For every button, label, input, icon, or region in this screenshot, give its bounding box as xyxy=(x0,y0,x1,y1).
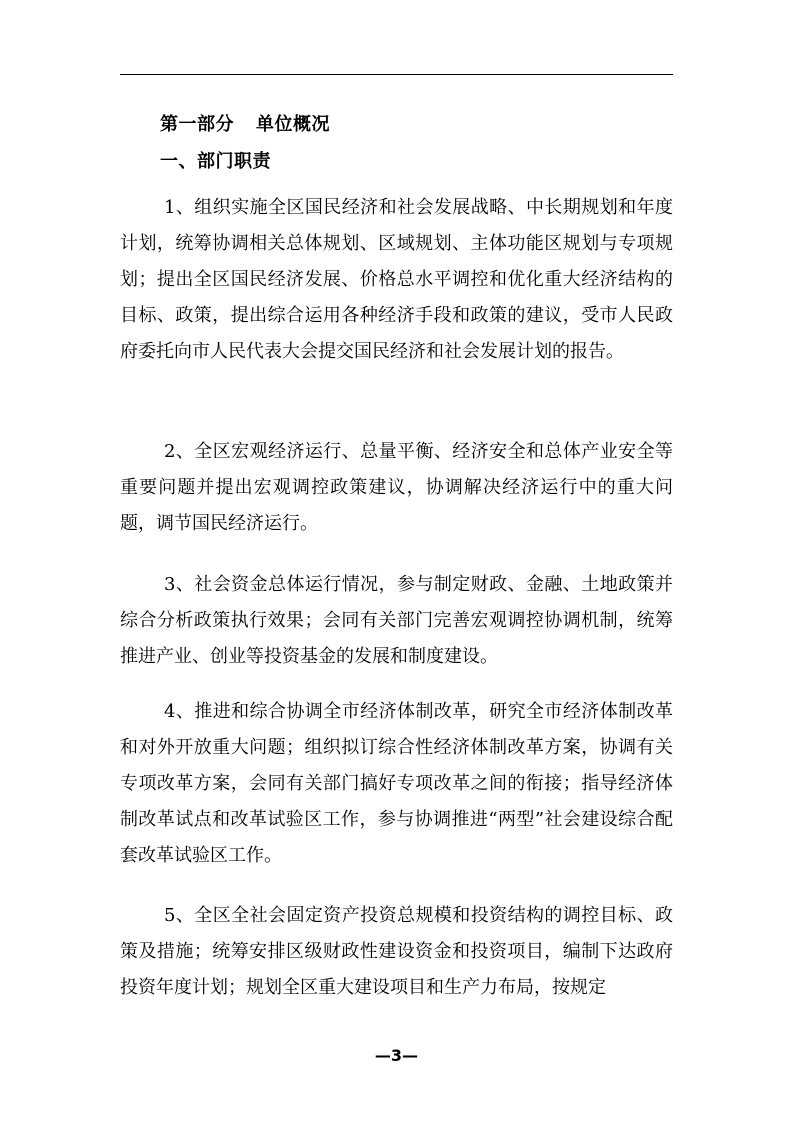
duty-paragraph-4: 4、推进和综合协调全市经济体制改革，研究全市经济体制改革和对外开放重大问题；组织拟订综合性经济体制改革方案，协调有关专项改革方案，会同有关部门搞好专项改革之间的衔接；指导经济体制改革试点和改革试验区工作，参与协调推进“两型”社会建设综合配套改革试验区工作。 xyxy=(120,701,673,866)
duty-paragraph-5: 5、全区全社会固定资产投资总规模和投资结构的调控目标、政策及措施；统筹安排区级财政性建设资金和投资项目，编制下达政府投资年度计划；规划全区重大建设项目和生产力布局，按规定 xyxy=(120,905,673,998)
header-rule xyxy=(120,74,673,75)
duty-paragraph-3: 3、社会资金总体运行情况，参与制定财政、金融、土地政策并综合分析政策执行效果；会同有关部门完善宏观调控协调机制，统筹推进产业、创业等投资基金的发展和制度建设。 xyxy=(120,574,673,667)
part-heading xyxy=(160,116,330,134)
duty-paragraph-1: 1、组织实施全区国民经济和社会发展战略、中长期规划和年度计划，统筹协调相关总体规划、区域规划、主体功能区规划与专项规划；提出全区国民经济发展、价格总水平调控和优化重大经济结构的目标、政策，提出综合运用各种经济手段和政策的建议，受市人民政府委托向市人民代表大会提交国民经济和社会发展计划的报告。 xyxy=(120,197,673,362)
duty-paragraph-2: 2、全区宏观经济运行、总量平衡、经济安全和总体产业安全等重要问题并提出宏观调控政策建议，协调解决经济运行中的重大问题，调节国民经济运行。 xyxy=(120,441,673,534)
part-number: 第一部分 xyxy=(160,114,234,135)
part-title: 单位概况 xyxy=(256,114,330,135)
section-heading: 一、部门职责 xyxy=(160,151,271,172)
page-number: —3— xyxy=(374,1046,419,1065)
